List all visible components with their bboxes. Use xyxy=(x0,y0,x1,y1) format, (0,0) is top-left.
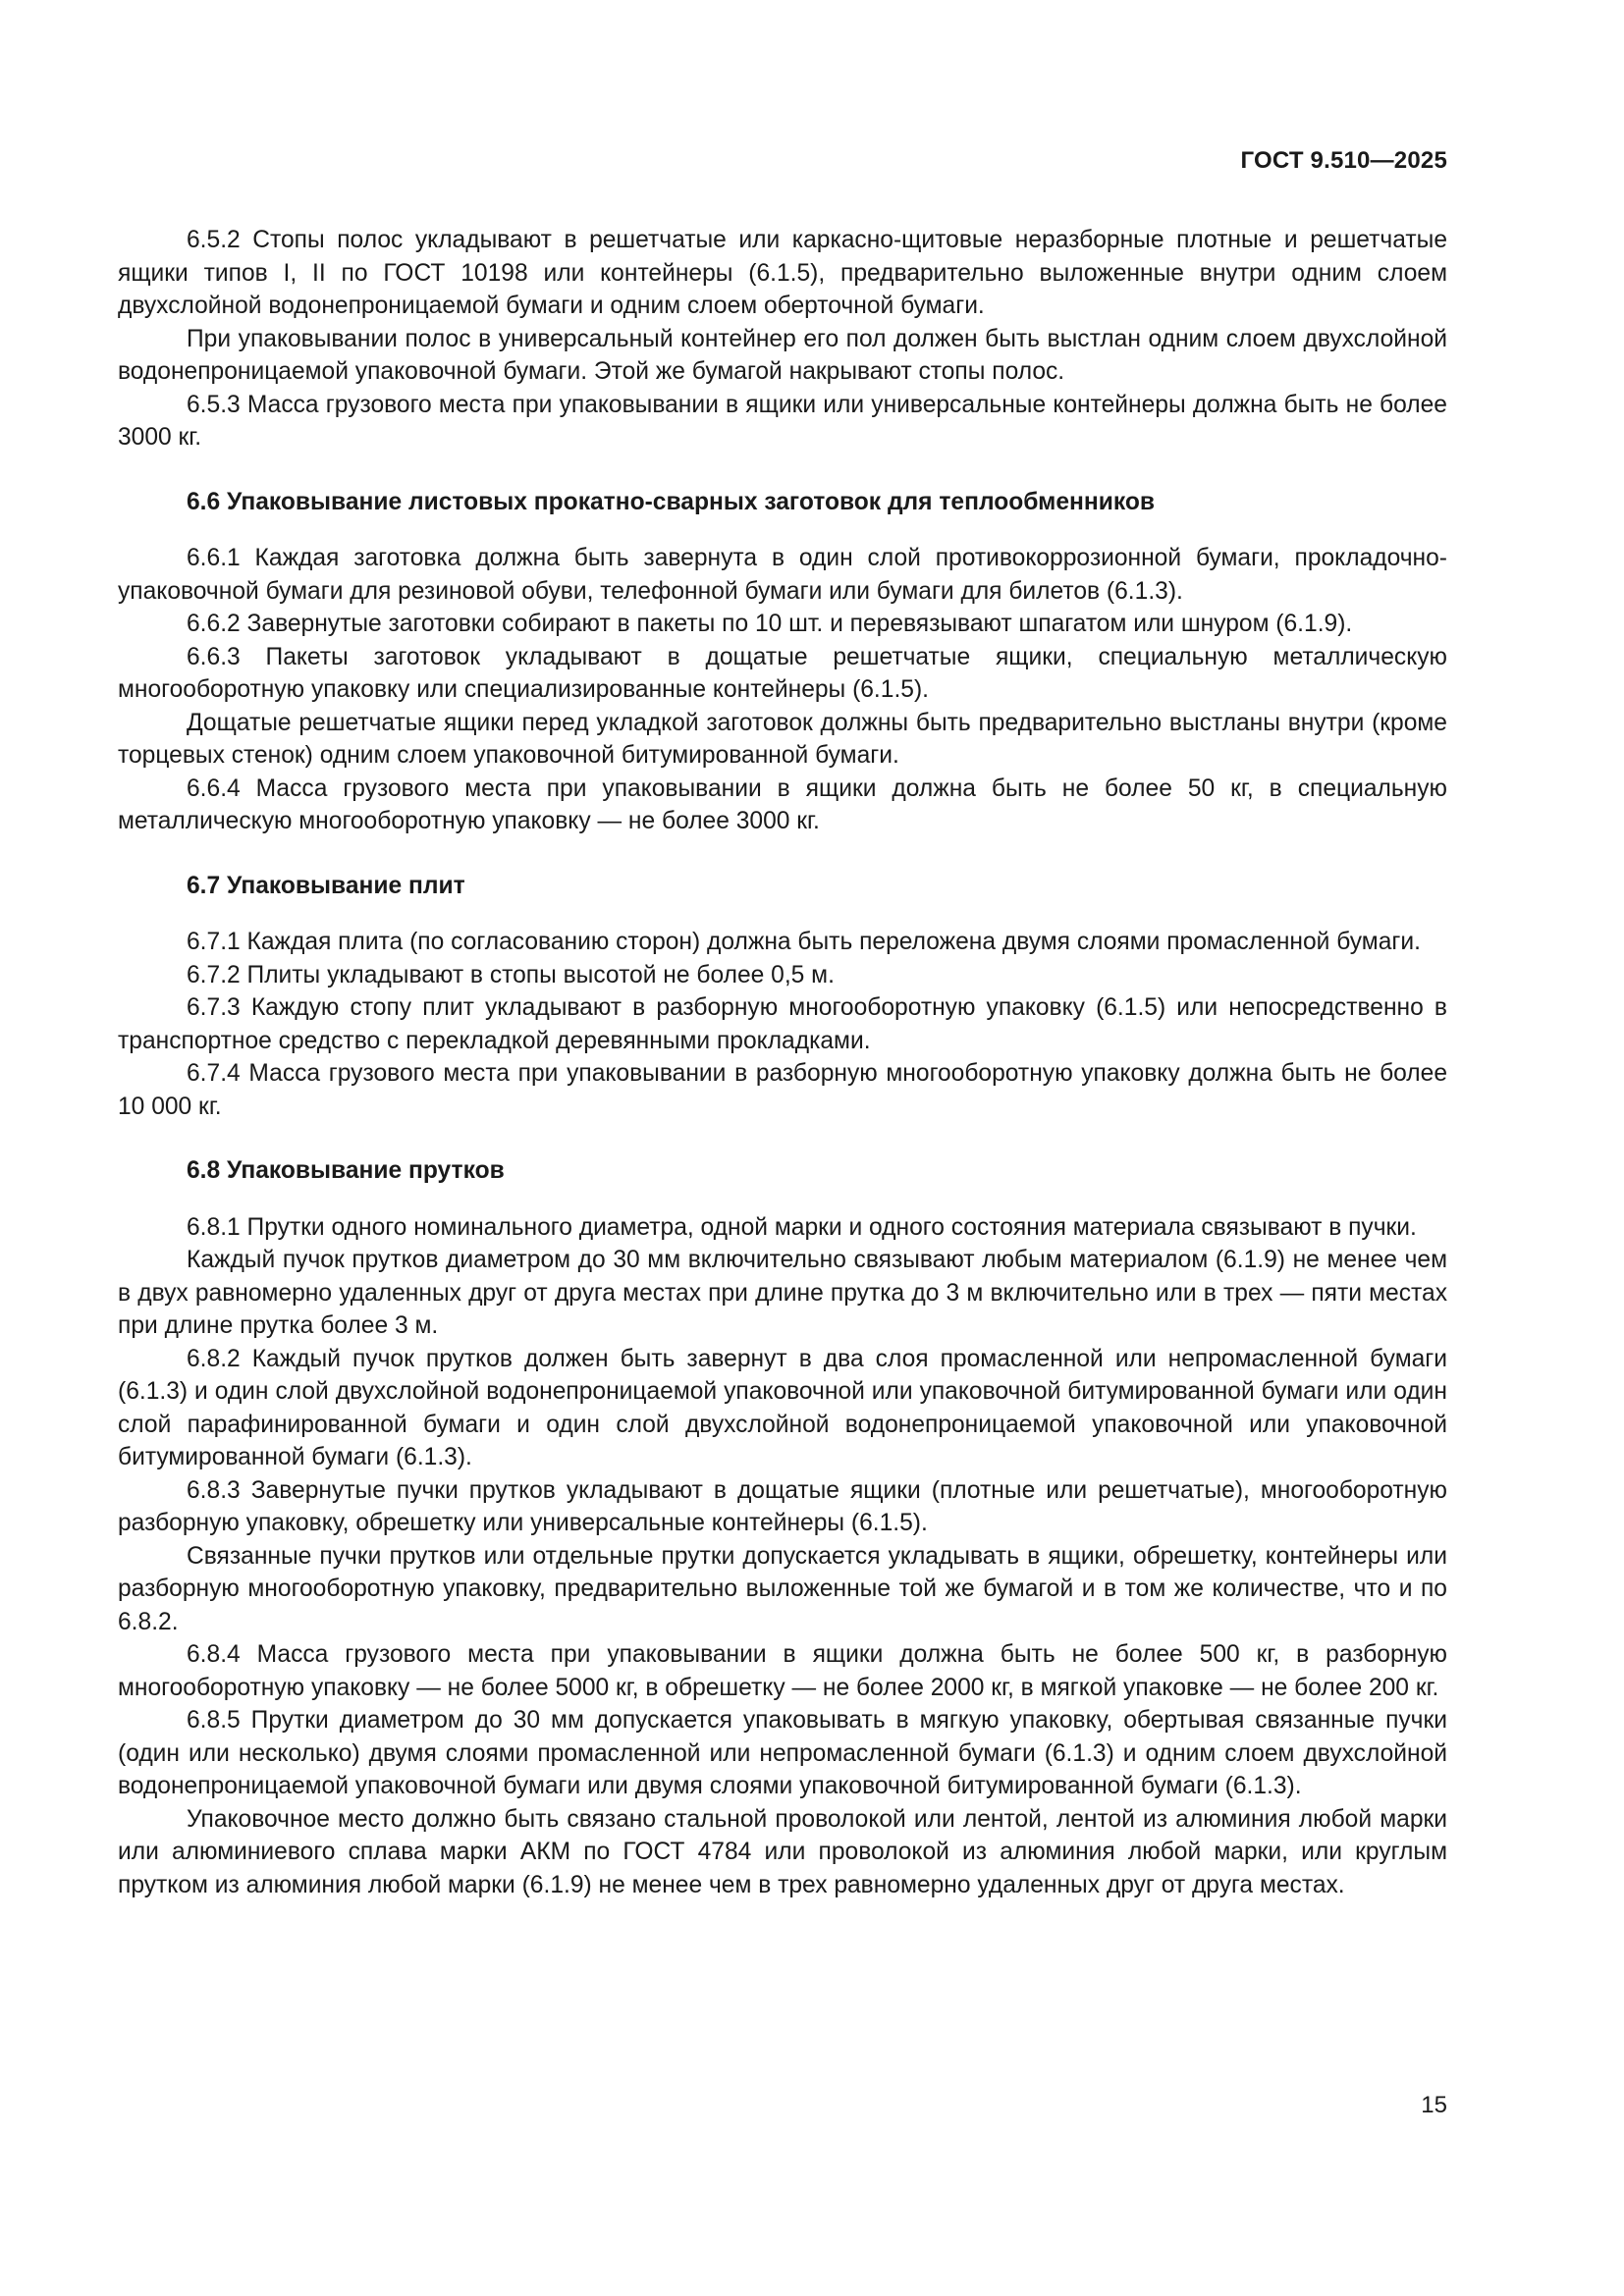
paragraph: Дощатые решетчатые ящики перед укладкой заготовок должны быть предварительно выстланы внутри (кроме торцевых стенок) одним слоем упаковочной битумированной бумаги. xyxy=(118,709,1447,769)
paragraph: Каждый пучок прутков диаметром до 30 мм включительно связывают любым материалом (6.1.9) не менее чем в двух равномерно удаленных друг от друга местах при длине прутка до 3 м включительно или в трех — пяти местах при длине прутка более 3 м. xyxy=(118,1247,1447,1339)
paragraph-6-8-3: 6.8.3 Завернутые пучки прутков укладывают в дощатые ящики (плотные или решетчатые), многооборотную разборную упаковку, обрешетку или универсальные контейнеры (6.1.5). xyxy=(118,1476,1447,1536)
document-code: ГОСТ 9.510—2025 xyxy=(1240,147,1447,174)
page-content xyxy=(118,224,1447,1901)
paragraph-6-8-1: 6.8.1 Прутки одного номинального диаметра, одной марки и одного состояния материала связывают в пучки. xyxy=(187,1213,1417,1241)
paragraph-6-7-2: 6.7.2 Плиты укладывают в стопы высотой не более 0,5 м. xyxy=(187,961,835,988)
paragraph: При упаковывании полос в универсальный контейнер его пол должен быть выстлан одним слоем двухслойной водонепроницаемой упаковочной бумаги. Этой же бумагой накрывают стопы полос. xyxy=(118,325,1447,385)
paragraph-6-5-2: 6.5.2 Стопы полос укладывают в решетчатые или каркасно-щитовые неразборные плотные и решетчатые ящики типов I, II по ГОСТ 10198 или контейнеры (6.1.5), предварительно выложенные внутри одним слоем двухслойной водонепроницаемой бумаги и одним слоем оберточной бумаги. xyxy=(118,227,1447,319)
paragraph-6-8-5: 6.8.5 Прутки диаметром до 30 мм допускается упаковывать в мягкую упаковку, обертывая связанные пучки (один или несколько) двумя слоями промасленной или непромасленной бумаги (6.1.3) и одним слоем двухслойной водонепроницаемой упаковочной бумаги или двумя слоями упаковочной битумированной бумаги (6.1.3). xyxy=(118,1707,1447,1799)
paragraph-6-6-4: 6.6.4 Масса грузового места при упаковывании в ящики должна быть не более 50 кг, в специальную металлическую многооборотную упаковку — не более 3000 кг. xyxy=(118,774,1447,834)
paragraph-6-8-4: 6.8.4 Масса грузового места при упаковывании в ящики должна быть не более 500 кг, в разборную многооборотную упаковку — не более 5000 кг, в обрешетку — не более 2000 кг, в мягкой упаковке — не более 200 кг. xyxy=(118,1641,1447,1701)
paragraph: Связанные пучки прутков или отдельные прутки допускается укладывать в ящики, обрешетку, контейнеры или разборную многооборотную упаковку, предварительно выложенные той же бумагой и в том же количестве, что и по 6.8.2. xyxy=(118,1542,1447,1635)
page-number: 15 xyxy=(1421,2092,1447,2118)
section-heading-6-6: 6.6 Упаковывание листовых прокатно-сварных заготовок для теплообменников xyxy=(187,488,1155,515)
paragraph-6-6-1: 6.6.1 Каждая заготовка должна быть завернута в один слой противокоррозионной бумаги, прокладочно-упаковочной бумаги для резиновой обуви, телефонной бумаги или бумаги для билетов (6.1.3). xyxy=(118,545,1447,605)
section-heading-6-8: 6.8 Упаковывание прутков xyxy=(187,1157,505,1184)
paragraph-6-8-2: 6.8.2 Каждый пучок прутков должен быть завернут в два слоя промасленной или непромасленной бумаги (6.1.3) и один слой двухслойной водонепроницаемой упаковочной или упаковочной битумированной бумаги или один слой парафинированной бумаги и один слой двухслойной водонепроницаемой упаковочной или упаковочной битумированной бумаги (6.1.3). xyxy=(118,1345,1447,1470)
paragraph-6-6-3: 6.6.3 Пакеты заготовок укладывают в дощатые решетчатые ящики, специальную металлическую многооборотную упаковку или специализированные контейнеры (6.1.5). xyxy=(118,643,1447,703)
paragraph-6-7-4: 6.7.4 Масса грузового места при упаковывании в разборную многооборотную упаковку должна быть не более 10 000 кг. xyxy=(118,1060,1447,1120)
paragraph-6-7-1: 6.7.1 Каждая плита (по согласованию сторон) должна быть переложена двумя слоями промасленной бумаги. xyxy=(187,929,1421,955)
paragraph-6-7-3: 6.7.3 Каждую стопу плит укладывают в разборную многооборотную упаковку (6.1.5) или непосредственно в транспортное средство с перекладкой деревянными прокладками. xyxy=(118,994,1447,1054)
paragraph: Упаковочное место должно быть связано стальной проволокой или лентой, лентой из алюминия любой марки или алюминиевого сплава марки АКМ по ГОСТ 4784 или проволокой из алюминия любой марки, или круглым прутком из алюминия любой марки (6.1.9) не менее чем в трех равномерно удаленных друг от друга местах. xyxy=(118,1805,1447,1898)
section-heading-6-7: 6.7 Упаковывание плит xyxy=(187,872,465,899)
paragraph-6-6-2: 6.6.2 Завернутые заготовки собирают в пакеты по 10 шт. и перевязывают шпагатом или шнуром (6.1.9). xyxy=(187,611,1353,637)
paragraph-6-5-3: 6.5.3 Масса грузового места при упаковывании в ящики или универсальные контейнеры должна быть не более 3000 кг. xyxy=(118,391,1447,451)
